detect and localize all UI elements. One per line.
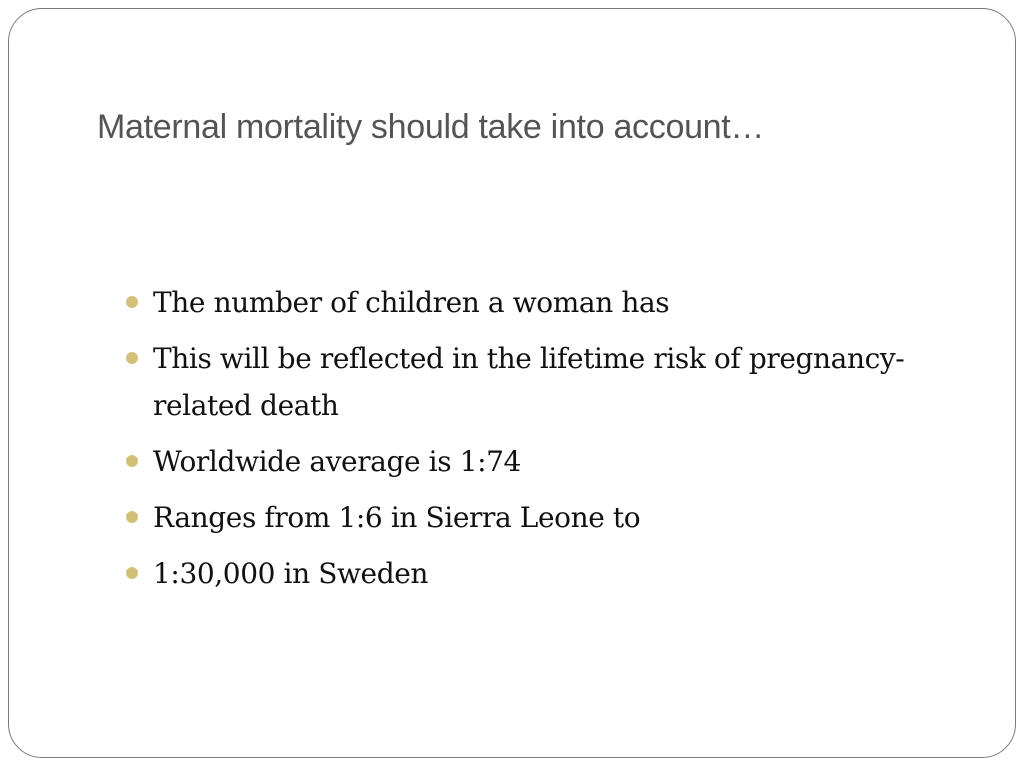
bullet-item <box>123 335 953 429</box>
bullet-text: The number of children a woman has <box>153 286 670 319</box>
bullet-item <box>123 438 953 485</box>
bullet-item <box>123 279 953 326</box>
bullet-text: Worldwide average is 1:74 <box>153 445 521 478</box>
bullet-list <box>123 279 953 606</box>
bullet-text: This will be reflected in the lifetime risk of pregnancy-related death <box>153 342 905 422</box>
bullet-item <box>123 494 953 541</box>
bullet-dot-icon <box>126 567 138 579</box>
bullet-dot-icon <box>126 352 138 364</box>
bullet-dot-icon <box>126 511 138 523</box>
bullet-item <box>123 550 953 597</box>
slide-title: Maternal mortality should take into account… <box>97 108 765 146</box>
bullet-dot-icon <box>126 455 138 467</box>
bullet-text: Ranges from 1:6 in Sierra Leone to <box>153 501 641 534</box>
slide-frame <box>8 8 1016 758</box>
bullet-text: 1:30,000 in Sweden <box>153 557 429 590</box>
bullet-dot-icon <box>126 296 138 308</box>
